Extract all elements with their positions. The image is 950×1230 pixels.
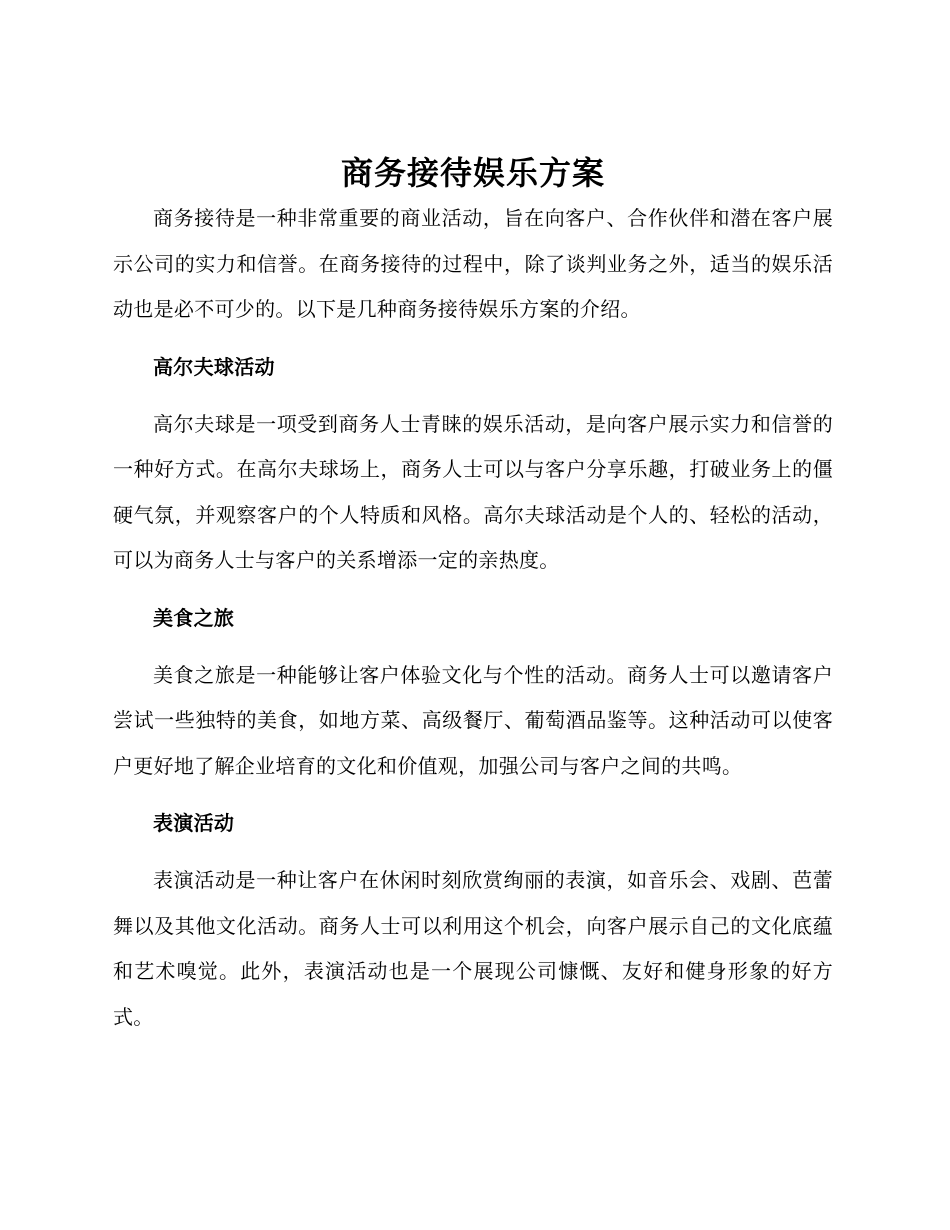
section-golf: [113, 345, 833, 584]
section-body-food-tour: 美食之旅是一种能够让客户体验文化与个性的活动。商务人士可以邀请客户尝试一些独特的美食，如地方菜、高级餐厅、葡萄酒品鉴等。这种活动可以使客户更好地了解企业培育的文化和价值观，加强公司与客户之间的共鸣。: [113, 662, 833, 778]
intro-paragraph: 商务接待是一种非常重要的商业活动，旨在向客户、合作伙伴和潜在客户展示公司的实力和信誉。在商务接待的过程中，除了谈判业务之外，适当的娱乐活动也是必不可少的。以下是几种商务接待娱乐方案的介绍。: [113, 206, 833, 321]
section-body-golf: 高尔夫球是一项受到商务人士青睐的娱乐活动，是向客户展示实力和信誉的一种好方式。在高尔夫球场上，商务人士可以与客户分享乐趣，打破业务上的僵硬气氛，并观察客户的个人特质和风格。高尔夫球活动是个人的、轻松的活动，可以为商务人士与客户的关系增添一定的亲热度。: [113, 411, 833, 572]
document-page: [113, 150, 833, 1040]
section-food-tour: [113, 596, 833, 790]
document-title: 商务接待娱乐方案: [340, 154, 605, 192]
section-heading-performance: 表演活动: [153, 811, 235, 835]
section-body-performance: 表演活动是一种让客户在休闲时刻欣赏绚丽的表演，如音乐会、戏剧、芭蕾舞以及其他文化活动。商务人士可以利用这个机会，向客户展示自己的文化底蕴和艺术嗅觉。此外，表演活动也是一个展现公司慷慨、友好和健身形象的好方式。: [113, 868, 833, 1029]
section-performance: [113, 801, 833, 1040]
section-heading-golf: 高尔夫球活动: [153, 354, 275, 379]
section-heading-food-tour: 美食之旅: [153, 605, 235, 630]
